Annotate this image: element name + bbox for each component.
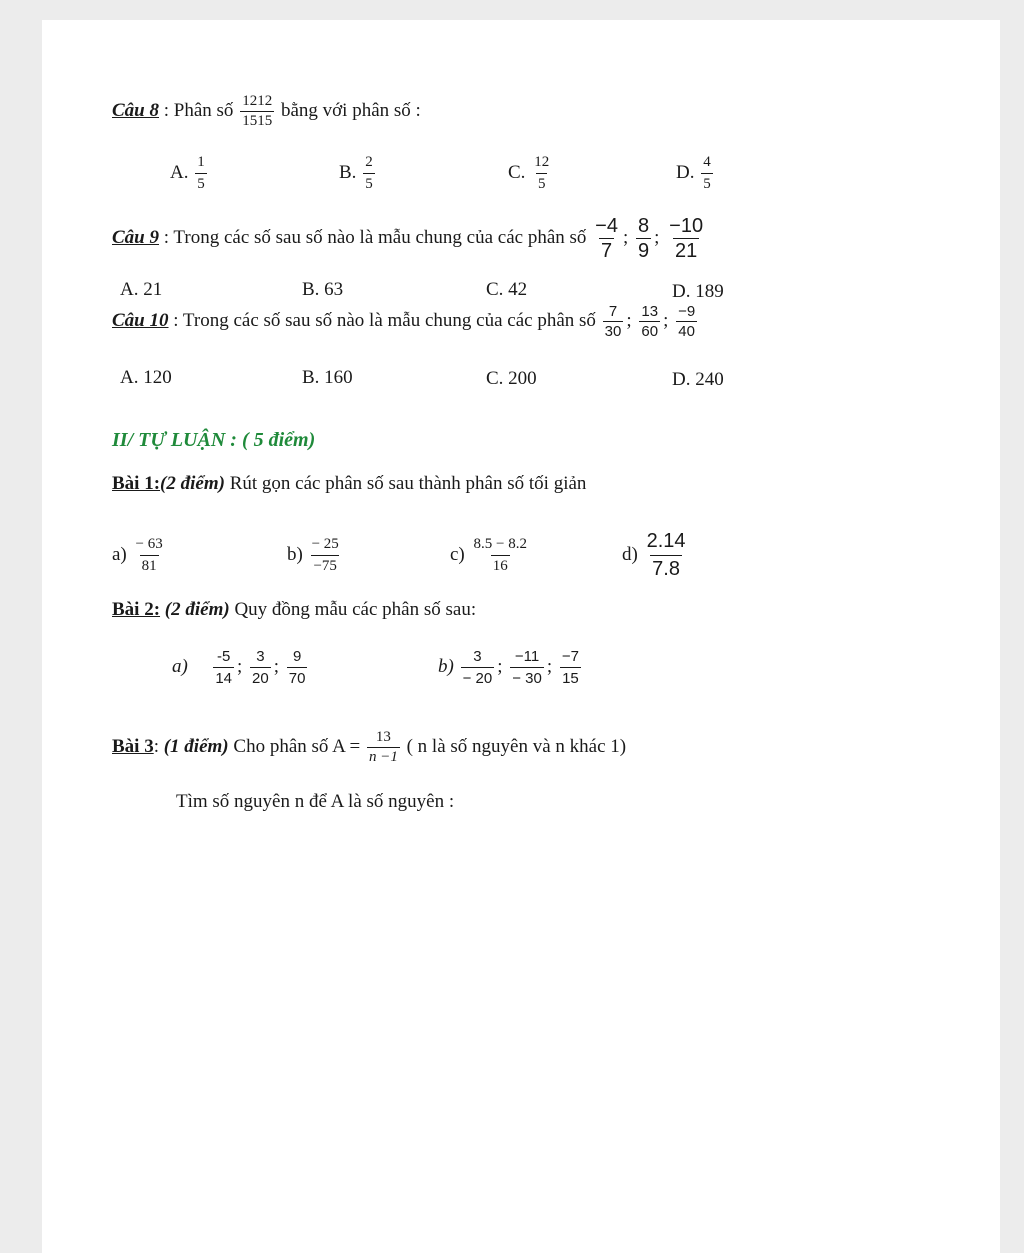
fraction-denominator: 16 <box>491 555 510 575</box>
separator: ; <box>497 655 503 677</box>
q9-option-b: B. 63 <box>302 279 344 300</box>
exercise-1-item-c <box>450 536 531 575</box>
separator: ; <box>663 309 669 331</box>
exercise-1-label: Bài 1: <box>112 473 161 494</box>
fraction-denominator: 30 <box>604 323 622 340</box>
fraction-numerator: −10 <box>669 215 704 237</box>
exercise-2-label: Bài 2: <box>112 599 161 620</box>
q10-option-c: C. 200 <box>486 368 537 389</box>
fraction-numerator: −11 <box>514 648 540 665</box>
fraction-denominator: 1515 <box>242 113 273 129</box>
question-8-label: Câu 8 <box>112 99 159 121</box>
document-page <box>42 20 1000 1253</box>
fraction-denominator: 5 <box>363 173 375 193</box>
fraction-numerator: 13 <box>375 729 391 745</box>
fraction-numerator: 9 <box>292 648 302 665</box>
fraction-numerator: −9 <box>678 303 696 320</box>
q8-option-c <box>508 154 553 193</box>
exercise-2-item-b <box>438 648 583 687</box>
question-8 <box>112 94 421 129</box>
question-8-text: : Phân số <box>163 99 234 121</box>
question-9 <box>112 216 707 261</box>
fraction-numerator: 2.14 <box>646 530 686 552</box>
exercise-1-points: (2 điểm) <box>160 473 225 494</box>
fraction-denominator: 21 <box>675 240 698 262</box>
fraction-numerator: 4 <box>703 154 711 170</box>
separator: ; <box>626 309 632 331</box>
section-title: II/ TỰ LUẬN : ( 5 điểm) <box>112 429 316 451</box>
exercise-2-points: (2 điểm) <box>164 599 230 620</box>
exercise-3-colon: : <box>153 735 159 757</box>
fraction-denominator: 81 <box>140 555 159 575</box>
q10-option-d: D. 240 <box>672 369 724 390</box>
fraction-numerator: 1 <box>197 154 205 170</box>
question-9-text: : Trong các số sau số nào là mẫu chung của các phân số <box>163 226 587 248</box>
item-letter: a) <box>112 543 127 565</box>
exercise-2-item-a <box>172 648 309 687</box>
question-8-text-after: bằng với phân số : <box>280 99 421 121</box>
item-letter: d) <box>622 543 638 565</box>
fraction-numerator: 8 <box>638 215 650 237</box>
fraction-numerator: 7 <box>608 303 618 320</box>
fraction-numerator: − 63 <box>135 536 163 552</box>
q8-option-d <box>676 154 715 193</box>
separator: ; <box>622 226 629 248</box>
q9-option-a: A. 21 <box>120 279 163 300</box>
separator: ; <box>273 655 280 677</box>
fraction-numerator: 3 <box>473 648 482 665</box>
q9-option-d: D. 189 <box>672 281 724 302</box>
fraction-denominator: −75 <box>311 555 338 575</box>
fraction-numerator: −7 <box>561 648 579 665</box>
exercise-3-text-after: ( n là số nguyên và n khác 1) <box>406 735 627 757</box>
exercise-3-task: Tìm số nguyên n để A là số nguyên : <box>176 791 455 812</box>
q8-option-b <box>339 154 377 193</box>
q8-option-a <box>170 154 209 193</box>
exercise-1-text: Rút gọn các phân số sau thành phân số tối giản <box>229 473 587 494</box>
exercise-2 <box>112 600 476 619</box>
question-10 <box>112 304 699 339</box>
fraction-denominator: 40 <box>678 323 695 340</box>
exercise-3 <box>112 730 626 765</box>
fraction-numerator: -5 <box>217 648 231 665</box>
fraction-denominator: 5 <box>536 173 548 193</box>
exercise-3-label: Bài 3 <box>112 735 154 757</box>
fraction-numerator: − 25 <box>311 536 339 552</box>
fraction-numerator: 3 <box>256 648 265 665</box>
question-8-fraction <box>240 94 274 129</box>
item-letter: b) <box>438 655 454 677</box>
option-letter: D. <box>676 161 695 183</box>
exercise-1-item-d <box>622 530 690 581</box>
option-letter: B. <box>339 161 357 183</box>
fraction-denominator: 9 <box>638 240 650 262</box>
fraction-numerator: 2 <box>365 154 373 170</box>
question-10-label: Câu 10 <box>112 309 169 331</box>
item-letter: a) <box>172 655 188 677</box>
fraction-denominator: n −1 <box>368 749 398 765</box>
question-9-label: Câu 9 <box>112 226 159 248</box>
question-10-text: : Trong các số sau số nào là mẫu chung của các phân số <box>173 309 596 331</box>
exercise-1-item-b <box>287 536 343 575</box>
fraction-denominator: 14 <box>213 667 234 687</box>
fraction-denominator: 5 <box>195 173 207 193</box>
exercise-1 <box>112 474 586 493</box>
option-letter: C. <box>508 161 526 183</box>
fraction-numerator: 12 <box>534 154 550 170</box>
fraction-numerator: 8.5 − 8.2 <box>473 536 527 552</box>
q10-option-a: A. 120 <box>120 367 172 388</box>
exercise-2-text: Quy đồng mẫu các phân số sau: <box>234 599 477 620</box>
exercise-3-points: (1 điểm) <box>163 735 229 757</box>
fraction-denominator: − 20 <box>461 667 495 687</box>
q10-option-b: B. 160 <box>302 367 353 388</box>
q9-option-c: C. 42 <box>486 279 528 300</box>
separator: ; <box>237 655 243 677</box>
fraction-numerator: −4 <box>595 215 618 237</box>
separator: ; <box>654 226 660 248</box>
fraction-denominator: 5 <box>701 173 713 193</box>
fraction-denominator: 15 <box>560 667 581 687</box>
fraction-numerator: 1212 <box>242 93 273 109</box>
fraction-denominator: 7.8 <box>650 555 682 581</box>
fraction-denominator: 20 <box>250 667 271 687</box>
fraction-denominator: 70 <box>287 667 308 687</box>
fraction-denominator: − 30 <box>510 667 544 687</box>
option-letter: A. <box>170 161 189 183</box>
fraction-denominator: 60 <box>641 323 659 340</box>
exercise-1-item-a <box>112 536 167 575</box>
exercise-3-text: Cho phân số A = <box>233 735 361 757</box>
separator: ; <box>546 655 553 677</box>
fraction-numerator: 13 <box>641 303 659 320</box>
item-letter: c) <box>450 543 465 565</box>
item-letter: b) <box>287 543 303 565</box>
fraction-denominator: 7 <box>601 240 613 262</box>
